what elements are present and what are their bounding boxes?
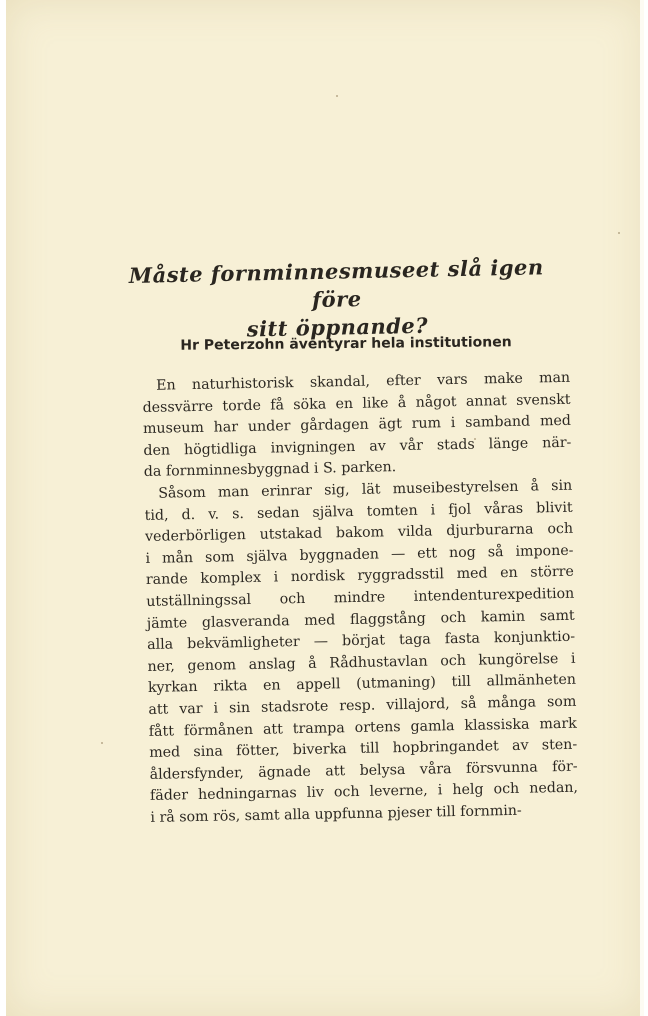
paper-speck (101, 742, 103, 744)
text-line: fått förmånen att trampa ortens gamla klassiska mark (148, 715, 577, 740)
text-line: ner, genom anslag å Rådhustavlan och kungörelse i (147, 650, 576, 675)
text-line: dessvärre torde få söka en like å något annat svenskt (142, 391, 571, 416)
paper-speck (336, 95, 338, 97)
text-line: utställningssal och mindre intendenturexpedition (146, 585, 575, 610)
text-line: Såsom man erinrar sig, lät museibestyrelsen å sin (158, 477, 573, 502)
text-line: att var i sin stadsrote resp. villajord, så många som (148, 693, 577, 718)
text-line: med sina fötter, biverka till hopbringandet av sten- (149, 736, 578, 762)
text-line: En naturhistorisk skandal, efter vars make man (156, 369, 571, 394)
paper-sheet (6, 0, 644, 1016)
headline-line-2: sitt öppnande? (246, 312, 429, 342)
text-line: kyrkan rikta en appell (utmaning) till allmänheten (147, 672, 577, 697)
text-line: da fornminnesbyggnad i S. parken. (143, 459, 397, 481)
text-line: i mån som själva byggnaden — ett nog så impone- (145, 542, 574, 567)
text-line: tid, d. v. s. sedan själva tomten i fjol våras blivit (144, 499, 573, 524)
text-line: museum har under gårdagen ägt rum i samband med (142, 412, 572, 438)
text-line: i rå som rös, samt alla uppfunna pjeser till fornmin- (150, 802, 522, 826)
paper-edge (640, 0, 644, 1016)
article-body (142, 368, 579, 830)
article-subheadline: Hr Peterzohn äventyrar hela institutionen (180, 334, 512, 354)
paragraph-1 (142, 368, 572, 484)
text-line: fäder hedningarnas liv och leverne, i helg och nedan, (149, 779, 579, 805)
text-line: den högtidliga invigningen av vår stads länge när- (143, 434, 572, 459)
text-line: jämte glasveranda med flaggstång och kamin samt (146, 607, 575, 632)
text-line: rande komplex i nordisk ryggradsstil med en större (145, 564, 574, 589)
paragraph-2 (144, 476, 579, 830)
headline-line-1: Måste fornminnesmuseet slå igen före (128, 254, 544, 313)
text-line: åldersfynder, ägnade att belysa våra försvunna för- (149, 758, 578, 783)
article-headline (126, 253, 548, 346)
paper-speck (618, 232, 620, 234)
text-line: alla bekvämligheter — börjat taga fasta konjunktio- (147, 628, 576, 654)
text-line: vederbörligen utstakad bakom vilda djurburarna och (144, 520, 574, 546)
